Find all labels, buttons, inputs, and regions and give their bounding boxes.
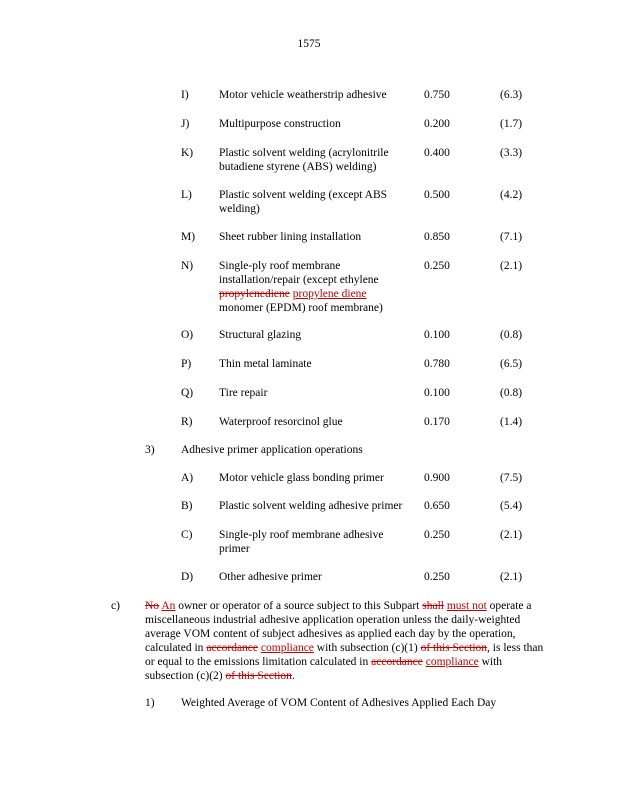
row-letter: B) (181, 500, 193, 512)
section-number: 3) (145, 444, 155, 456)
paragraph-text: . (291, 670, 295, 682)
row-letter: K) (181, 147, 194, 159)
row-metric-value: (2.1) (500, 529, 523, 541)
paragraph-text: with subsection (c)(1) (316, 642, 418, 654)
row-metric-value: (1.4) (500, 416, 523, 428)
row-description: Plastic solvent welding adhesive primer (219, 500, 403, 512)
paragraph-text: owner or operator of a source subject to this Subpart (178, 600, 420, 612)
row-metric-value: (7.5) (500, 472, 523, 484)
deleted-text: of this Section (225, 670, 292, 682)
row-value: 0.100 (424, 329, 450, 341)
row-description-text: monomer (EPDM) roof membrane) (219, 302, 383, 314)
row-metric-value: (2.1) (500, 260, 523, 272)
row-value: 0.850 (424, 231, 450, 243)
deleted-text: accordance (206, 642, 259, 654)
deleted-text: No (145, 600, 160, 612)
row-letter: D) (181, 571, 194, 583)
row-letter: M) (181, 231, 196, 243)
inserted-text: compliance (425, 656, 479, 668)
row-description: Sheet rubber lining installation (219, 231, 362, 243)
row-description: Motor vehicle glass bonding primer (219, 472, 384, 484)
row-metric-value: (7.1) (500, 231, 523, 243)
row-value: 0.400 (424, 147, 450, 159)
row-value: 0.200 (424, 118, 450, 130)
row-metric-value: (0.8) (500, 329, 523, 341)
inserted-text: compliance (260, 642, 314, 654)
inserted-text: must not (446, 600, 487, 612)
row-letter: N) (181, 260, 194, 272)
row-metric-value: (1.7) (500, 118, 523, 130)
row-description: Multipurpose construction (219, 118, 341, 130)
row-metric-value: (2.1) (500, 571, 523, 583)
row-value: 0.780 (424, 358, 450, 370)
row-description: Structural glazing (219, 329, 302, 341)
row-metric-value: (3.3) (500, 147, 523, 159)
row-metric-value: (5.4) (500, 500, 523, 512)
row-letter: C) (181, 529, 193, 541)
inserted-text: An (161, 600, 176, 612)
row-value: 0.100 (424, 387, 450, 399)
row-metric-value: (4.2) (500, 189, 523, 201)
row-description: Tire repair (219, 387, 268, 399)
row-description: Motor vehicle weatherstrip adhesive (219, 89, 387, 101)
row-value: 0.250 (424, 260, 450, 272)
row-description: Thin metal laminate (219, 358, 312, 370)
deleted-text: shall (422, 600, 444, 612)
deleted-text: accordance (371, 656, 423, 668)
inserted-text: propylene diene (292, 288, 367, 300)
row-letter: J) (181, 118, 190, 130)
row-letter: O) (181, 329, 194, 341)
paragraph-text: with subsection (c)(2) (145, 656, 503, 682)
row-description: Waterproof resorcinol glue (219, 416, 343, 428)
deleted-text: of this Section (420, 642, 488, 654)
row-value: 0.170 (424, 416, 450, 428)
row-letter: A) (181, 472, 194, 484)
deleted-text: propylenediene (219, 288, 290, 300)
row-letter: L) (181, 189, 192, 201)
row-letter: P) (181, 358, 192, 370)
row-value: 0.750 (424, 89, 450, 101)
subsection-heading: Weighted Average of VOM Content of Adhesives Applied Each Day (181, 697, 497, 709)
row-metric-value: (6.5) (500, 358, 523, 370)
row-value: 0.500 (424, 189, 450, 201)
section-heading: Adhesive primer application operations (181, 444, 363, 456)
paragraph-c (145, 599, 545, 683)
row-value: 0.650 (424, 500, 450, 512)
paragraph-text: operate a miscellaneous industrial adhesive application operation unless the daily-weighted average VOM content of subject adhesives as applied each day by the operation, calculated in (145, 600, 532, 654)
row-description: Plastic solvent welding (acrylonitrile butadiene styrene (ABS) welding) (219, 147, 389, 173)
subsection-number: 1) (145, 697, 155, 709)
paragraph-text: , is less than or equal to the emissions limitation calculated in (145, 642, 544, 668)
paragraph-label: c) (111, 600, 120, 612)
row-letter: I) (181, 89, 189, 101)
row-description: Single-ply roof membrane adhesive primer (219, 529, 384, 555)
row-description: Other adhesive primer (219, 571, 322, 583)
row-description (219, 259, 399, 315)
row-description-text: Single-ply roof membrane installation/repair (except ethylene (219, 260, 379, 286)
page-number: 1575 (297, 38, 321, 50)
row-value: 0.250 (424, 571, 450, 583)
row-value: 0.250 (424, 529, 450, 541)
row-description: Plastic solvent welding (except ABS welding) (219, 189, 388, 215)
row-value: 0.900 (424, 472, 450, 484)
row-letter: R) (181, 416, 193, 428)
row-letter: Q) (181, 387, 194, 399)
row-metric-value: (6.3) (500, 89, 523, 101)
row-metric-value: (0.8) (500, 387, 523, 399)
